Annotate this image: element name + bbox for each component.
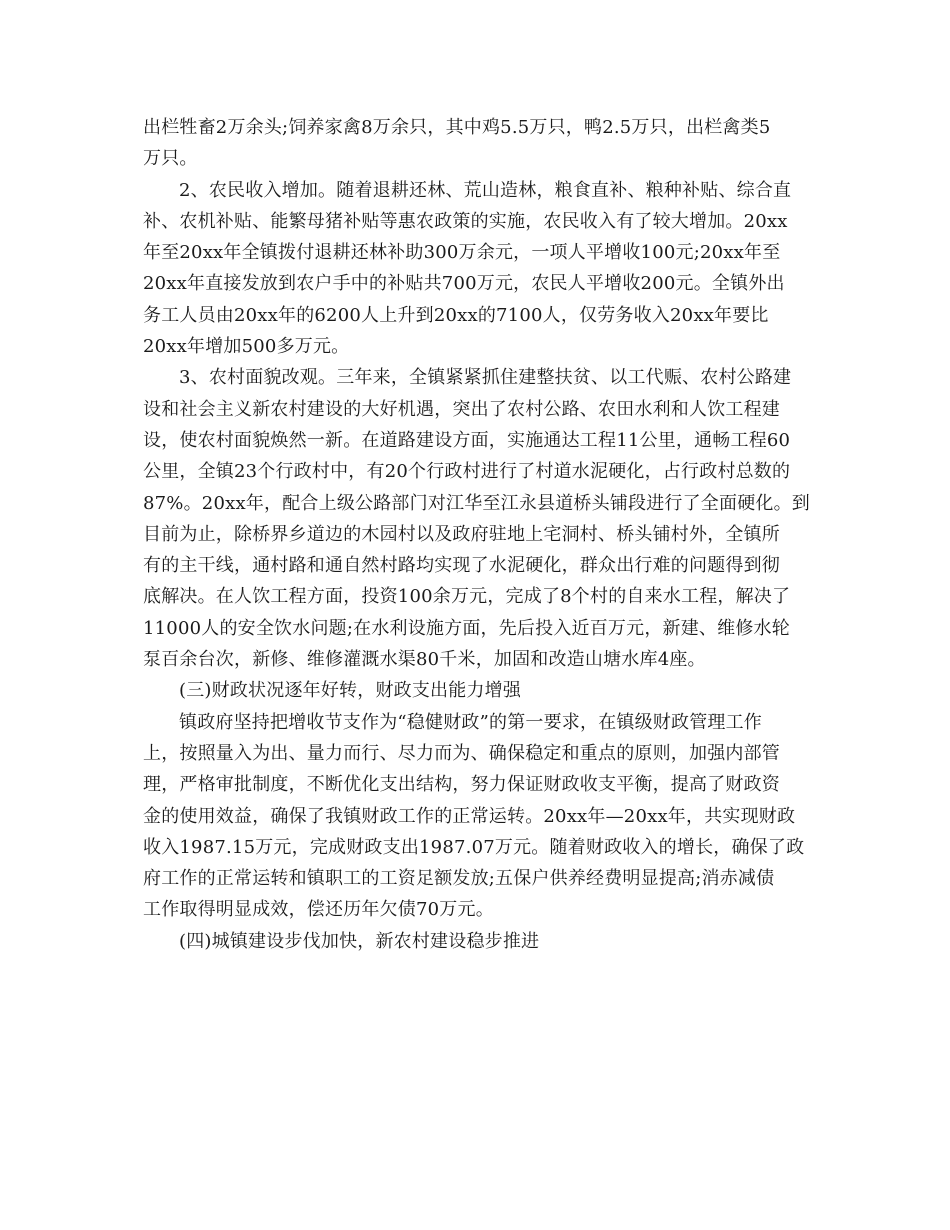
- text-line: 87%。20xx年，配合上级公路部门对江华至江永县道桥头铺段进行了全面硬化。到: [143, 492, 811, 514]
- text-line: 出栏牲畜2万余头;饲养家禽8万余只，其中鸡5.5万只，鸭2.5万只，出栏禽类5: [143, 117, 771, 138]
- text-line: 补、农机补贴、能繁母猪补贴等惠农政策的实施，农民收入有了较大增加。20xx: [143, 210, 788, 232]
- text-line: (四)城镇建设步伐加快，新农村建设稳步推进: [179, 930, 540, 952]
- text-line: 3、农村面貌改观。三年来，全镇紧紧抓住建整扶贫、以工代赈、农村公路建: [179, 367, 792, 389]
- text-line: 11000人的安全饮水问题;在水利设施方面，先后投入近百万元，新建、维修水轮: [143, 617, 790, 639]
- text-line: 务工人员由20xx年的6200人上升到20xx的7100人，仅劳务收入20xx年要比: [143, 304, 769, 326]
- text-line: 泵百余台次，新修、维修灌溉水渠80千米，加固和改造山塘水库4座。: [143, 649, 706, 671]
- text-line: 底解决。在人饮工程方面，投资100余万元，完成了8个村的自来水工程，解决了: [143, 586, 791, 608]
- document-body: [143, 112, 811, 957]
- text-line: 2、农民收入增加。随着退耕还林、荒山造林，粮食直补、粮种补贴、综合直: [179, 179, 792, 201]
- text-line: (三)财政状况逐年好转，财政支出能力增强: [179, 680, 522, 702]
- text-line: 镇政府坚持把增收节支作为“稳健财政”的第一要求，在镇级财政管理工作: [179, 711, 763, 733]
- text-line: 设，使农村面貌焕然一新。在道路建设方面，实施通达工程11公里，通畅工程60: [143, 429, 791, 451]
- text-line: 20xx年直接发放到农户手中的补贴共700万元，农民人平增收200元。全镇外出: [143, 273, 785, 295]
- text-line: 府工作的正常运转和镇职工的工资足额发放;五保户供养经费明显提高;消赤减债: [143, 868, 775, 890]
- text-line: 有的主干线，通村路和通自然村路均实现了水泥硬化，群众出行难的问题得到彻: [143, 555, 780, 577]
- text-line: 万只。: [143, 148, 198, 170]
- text-line: 上，按照量入为出、量力而行、尽力而为、确保稳定和重点的原则，加强内部管: [143, 742, 780, 764]
- text-line: 目前为止，除桥界乡道边的木园村以及政府驻地上宅洞村、桥头铺村外，全镇所: [143, 523, 780, 545]
- text-line: 工作取得明显成效，偿还历年欠债70万元。: [143, 899, 494, 921]
- text-line: 金的使用效益，确保了我镇财政工作的正常运转。20xx年—20xx年，共实现财政: [143, 805, 796, 827]
- text-line: 理，严格审批制度，不断优化支出结构，努力保证财政收支平衡，提高了财政资: [143, 774, 780, 796]
- text-line: 设和社会主义新农村建设的大好机遇，突出了农村公路、农田水利和人饮工程建: [143, 398, 780, 420]
- text-line: 年至20xx年全镇拨付退耕还林补助300万余元，一项人平增收100元;20xx年至: [143, 242, 781, 264]
- text-line: 公里，全镇23个行政村中，有20个行政村进行了村道水泥硬化，占行政村总数的: [143, 461, 791, 483]
- text-line: 收入1987.15万元，完成财政支出1987.07万元。随着财政收入的增长，确保了政: [143, 836, 805, 858]
- text-line: 20xx年增加500多万元。: [143, 336, 350, 358]
